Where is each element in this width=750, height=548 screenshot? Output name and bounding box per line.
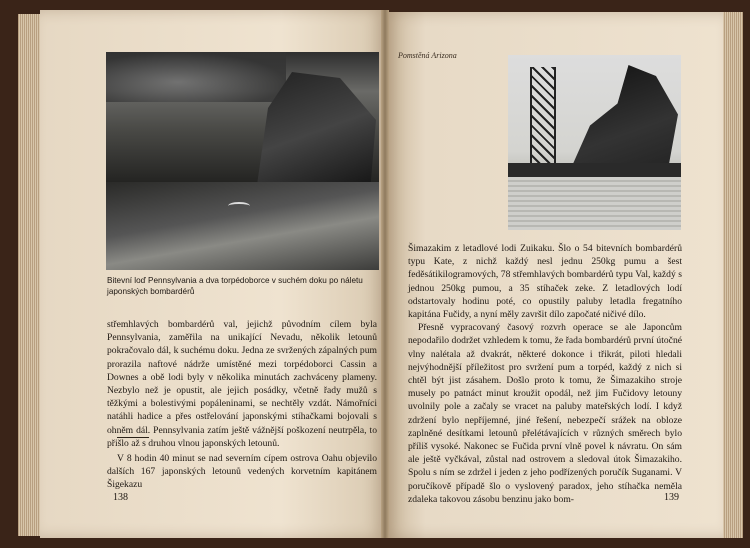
photo-water xyxy=(508,177,681,230)
section-divider xyxy=(117,437,149,438)
photo-caption: Bitevní loď Pennsylvania a dva torpédoborce v suchém doku po náletu japonských bombardérů xyxy=(107,276,363,296)
right-body-text xyxy=(408,242,682,506)
page-number-left: 138 xyxy=(113,492,128,503)
left-paragraph-2: V 8 hodin 40 minut se nad severním cípem ostrova Oahu objevilo dalších 167 japonských letounů vedených korvetním kapitánem Šigekazu xyxy=(107,453,377,491)
left-body-text-2 xyxy=(107,452,377,492)
photo-bird xyxy=(228,202,250,210)
page-number-right: 139 xyxy=(664,492,679,503)
photo-smoke xyxy=(106,52,286,102)
page-edges-right xyxy=(723,12,743,538)
right-paragraph-1: Šimazakim z letadlové lodi Zuikaku. Šlo o 54 bitevních bombardérů typu Kate, z nichž každý nesl jednu 250kg pumu a šest feděsátikilogramových, 78 střemhlavých bombardérů typu Val, každý s jednou 250kg pumou, a 35 stíhaček zeke. Z letadlových lodí odstartovaly hodinu poté, co opustily paluby letadla fregatního kapitána Fučidy, a nyní měly završit dílo započaté ničivé dílo. xyxy=(408,243,682,321)
photo-mast xyxy=(530,67,556,167)
photo-wreck xyxy=(568,65,678,175)
photo-arizona-wreck xyxy=(508,55,681,230)
left-body-text xyxy=(107,318,377,450)
book-spine xyxy=(381,10,389,538)
page-edges-left xyxy=(18,14,40,536)
photo-hull xyxy=(508,163,681,177)
photo-pennsylvania-dry-dock xyxy=(106,52,379,270)
photo-dock xyxy=(106,182,379,270)
running-head: Pomstěná Arizona xyxy=(398,51,457,60)
left-paragraph-1: střemhlavých bombardérů val, jejichž původním cílem byla Pennsylvania, zaměřila na unikající Nevadu, několik letounů pokračovalo dál, k suchému doku. Jedna ze svržených zápalných pum prorazila naftové nádrže umístěné mezi torpédoborci Cassin a Downes a obě lodi byly v několika minutách zachváceny plameny. Nezbylo než je opustit, ale jejich posádky, včetně řady mužů s těžkými a bolestivými popáleninami, se nechtěly vzdát. Námořníci natáhli hadice a přes ostřelování japonskými stíhačkami bojovali s ohněm dál. Pennsylvania zatím ještě vážnější poškození neutrpěla, to přišlo až s druhou vlnou japonských letounů. xyxy=(107,319,377,449)
right-paragraph-2: Přesně vypracovaný časový rozvrh operace se ale Japoncům nepodařilo dodržet vzhledem k tomu, že řada bombardérů první útočné vlny nalétala až dvakrát, některé dokonce i třikrát, piloti hledali nejvýhodnější příležitost pro svržení pum a torpéd, každý z nich si chtěl být jist zásahem. Došlo proto k tomu, že Šimazakiho stroje musely po patnáct minut kroužit opodál, než jim Fučidovy letouny uvolnily pole a začaly se vracet na paluby mateřských lodí. I když zdržení bylo nepříjemné, jiné řešení, nebezpečí srážek na obloze zaplněné desítkami letounů přelétávajících v různých směrech bylo příliš vysoké. Nakonec se Fučida první vlně povel k návratu. On sám ale ještě vyčkával, zůstal nad ostrovem a sledoval útok Šimazakiho. Spolu s ním se zdržel i jeden z jeho podřízených poručík Suganami. V poručíkově případě šlo o vyslovený paradox, jeho stíhačka neměla zdaleka takovou zásobu benzinu jako bom- xyxy=(408,322,682,505)
